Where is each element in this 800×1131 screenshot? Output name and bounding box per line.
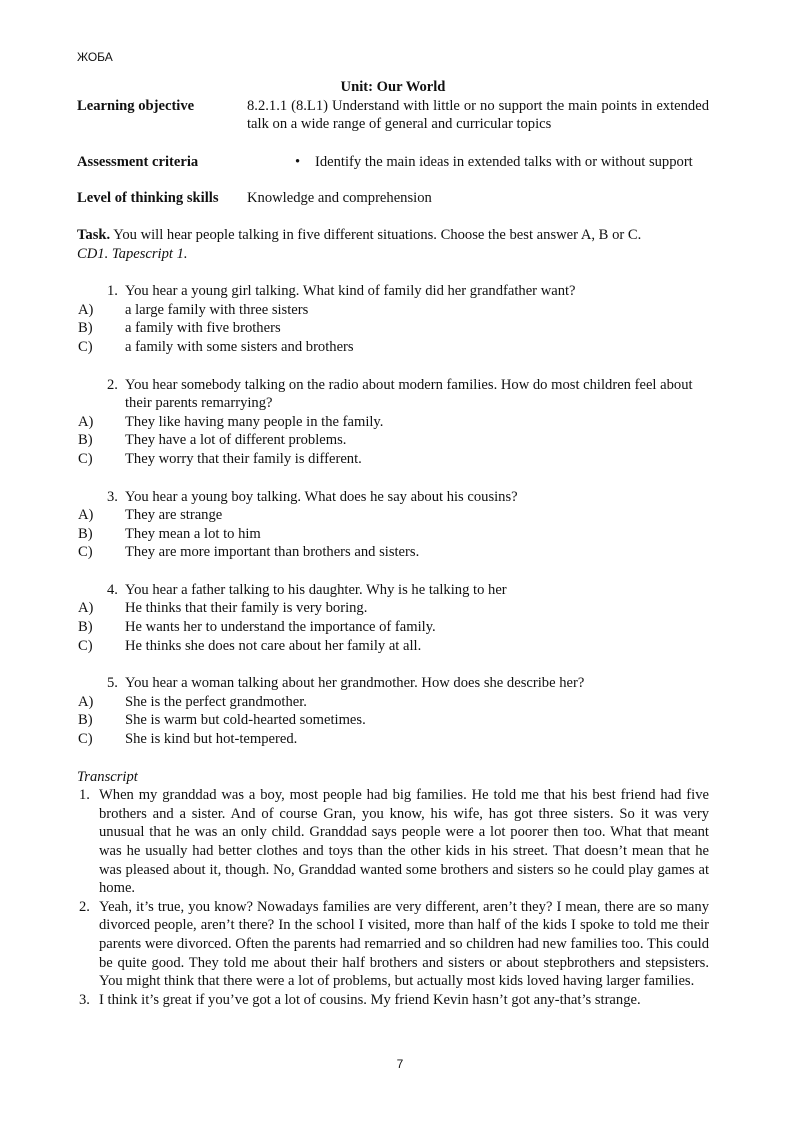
option-text: a family with some sisters and brothers xyxy=(125,338,354,355)
answer-option xyxy=(77,431,709,450)
option-letter: B) xyxy=(78,432,93,449)
option-letter: C) xyxy=(78,338,93,355)
answer-option xyxy=(77,637,709,656)
option-text: They worry that their family is different. xyxy=(125,450,362,467)
thinking-skills-row xyxy=(77,189,709,208)
thinking-skills-value: Knowledge and comprehension xyxy=(247,190,432,207)
transcript-section xyxy=(77,768,709,1010)
option-letter: C) xyxy=(78,637,93,654)
answer-option xyxy=(77,543,709,562)
question-3 xyxy=(77,488,709,562)
transcript-item-number: 3. xyxy=(79,991,90,1008)
question-text: You hear a woman talking about her grandmother. How does she describe her? xyxy=(125,675,585,692)
answer-option xyxy=(77,730,709,749)
option-letter: A) xyxy=(78,301,94,318)
option-text: They are strange xyxy=(125,507,223,524)
answer-option xyxy=(77,506,709,525)
option-text: She is kind but hot-tempered. xyxy=(125,731,298,748)
document-body xyxy=(77,78,709,1009)
unit-title: Unit: Our World xyxy=(340,79,446,95)
option-letter: B) xyxy=(78,619,93,636)
option-text: a large family with three sisters xyxy=(125,301,309,318)
transcript-item xyxy=(77,898,709,991)
option-text: They are more important than brothers and sisters. xyxy=(125,544,420,561)
question-5 xyxy=(77,674,709,748)
option-letter: A) xyxy=(78,600,94,617)
option-text: She is warm but cold-hearted sometimes. xyxy=(125,712,366,729)
option-text: She is the perfect grandmother. xyxy=(125,693,307,710)
transcript-item-text: I think it’s great if you’ve got a lot of cousins. My friend Kevin hasn’t got any-that’s strange. xyxy=(99,991,641,1008)
option-text: He thinks she does not care about her family at all. xyxy=(125,637,422,654)
option-letter: B) xyxy=(78,320,93,337)
option-text: He thinks that their family is very boring. xyxy=(125,600,368,617)
thinking-skills-label: Level of thinking skills xyxy=(77,190,219,207)
task-text: You will hear people talking in five different situations. Choose the best answer A, B or C. xyxy=(110,226,642,243)
question-2 xyxy=(77,376,709,469)
answer-option xyxy=(77,525,709,544)
option-letter: C) xyxy=(78,731,93,748)
option-text: He wants her to understand the importance of family. xyxy=(125,619,436,636)
option-letter: B) xyxy=(78,712,93,729)
question-text: You hear a young girl talking. What kind of family did her grandfather want? xyxy=(125,283,576,300)
task-instructions xyxy=(77,226,709,263)
answer-option xyxy=(77,413,709,432)
answer-option xyxy=(77,599,709,618)
answer-option xyxy=(77,338,709,357)
answer-option xyxy=(77,711,709,730)
option-text: They mean a lot to him xyxy=(125,525,261,542)
transcript-item-text: Yeah, it’s true, you know? Nowadays families are very different, aren’t they? I mean, there are so many divorced people, aren’t there? In the school I visited, more than half of the kids I spoke to told me their parents were divorced. Often the parents had remarried and so children had new families too. This could be quite good. They told me about their half brothers and sisters or about stepbrothers and stepsisters. You might think that there were a lot of problems, but actually most kids loved having larger families. xyxy=(99,898,709,990)
question-1 xyxy=(77,282,709,356)
learning-objective-label: Learning objective xyxy=(77,97,195,114)
question-text: You hear a father talking to his daughter. Why is he talking to her xyxy=(125,581,507,598)
option-letter: A) xyxy=(78,413,94,430)
answer-option xyxy=(77,301,709,320)
assessment-criteria-row xyxy=(77,153,709,172)
question-number: 4. xyxy=(107,581,118,598)
transcript-item xyxy=(77,991,709,1010)
transcript-item-number: 1. xyxy=(79,787,90,804)
option-text: They have a lot of different problems. xyxy=(125,432,347,449)
option-text: They like having many people in the family. xyxy=(125,413,384,430)
answer-option xyxy=(77,319,709,338)
transcript-item xyxy=(77,786,709,898)
option-letter: A) xyxy=(78,693,94,710)
option-letter: B) xyxy=(78,525,93,542)
option-letter: A) xyxy=(78,507,94,524)
assessment-criteria-list xyxy=(247,153,709,172)
option-letter: C) xyxy=(78,450,93,467)
transcript-item-number: 2. xyxy=(79,898,90,915)
question-4 xyxy=(77,581,709,655)
task-label: Task. xyxy=(77,226,111,243)
transcript-heading: Transcript xyxy=(77,768,138,785)
assessment-criteria-item: • Identify the main ideas in extended talks with or without support xyxy=(295,153,709,172)
answer-option xyxy=(77,618,709,637)
learning-objective-value: 8.2.1.1 (8.L1) Understand with little or no support the main points in extended talk on a wide range of general and curricular topics xyxy=(247,97,709,133)
option-letter: C) xyxy=(78,544,93,561)
question-text: You hear a young boy talking. What does he say about his cousins? xyxy=(125,488,518,505)
page-number: 7 xyxy=(396,1057,404,1071)
question-number: 3. xyxy=(107,488,118,505)
document-header-label: ЖОБА xyxy=(77,50,113,64)
answer-option xyxy=(77,693,709,712)
question-number: 2. xyxy=(107,376,118,393)
question-number: 1. xyxy=(107,283,118,300)
assessment-criteria-label: Assessment criteria xyxy=(77,153,199,170)
task-source: CD1. Tapescript 1. xyxy=(77,245,188,262)
question-text: You hear somebody talking on the radio about modern families. How do most children feel about their parents remarrying? xyxy=(125,376,693,412)
transcript-item-text: When my granddad was a boy, most people had big families. He told me that his best friend had five brothers and a sister. And of course Gran, you know, his wife, has got three sisters. So it was very unusual that he was an only child. Granddad says people were a lot poorer then too. What that meant was he usually had better clothes and toys than the other kids in his street. That doesn’t mean that he was pleased about it, though. No, Granddad wanted some brothers and sisters so he could play games at home. xyxy=(99,787,709,897)
option-text: a family with five brothers xyxy=(125,320,281,337)
learning-objective-row xyxy=(77,97,709,134)
question-number: 5. xyxy=(107,675,118,692)
answer-option xyxy=(77,450,709,469)
